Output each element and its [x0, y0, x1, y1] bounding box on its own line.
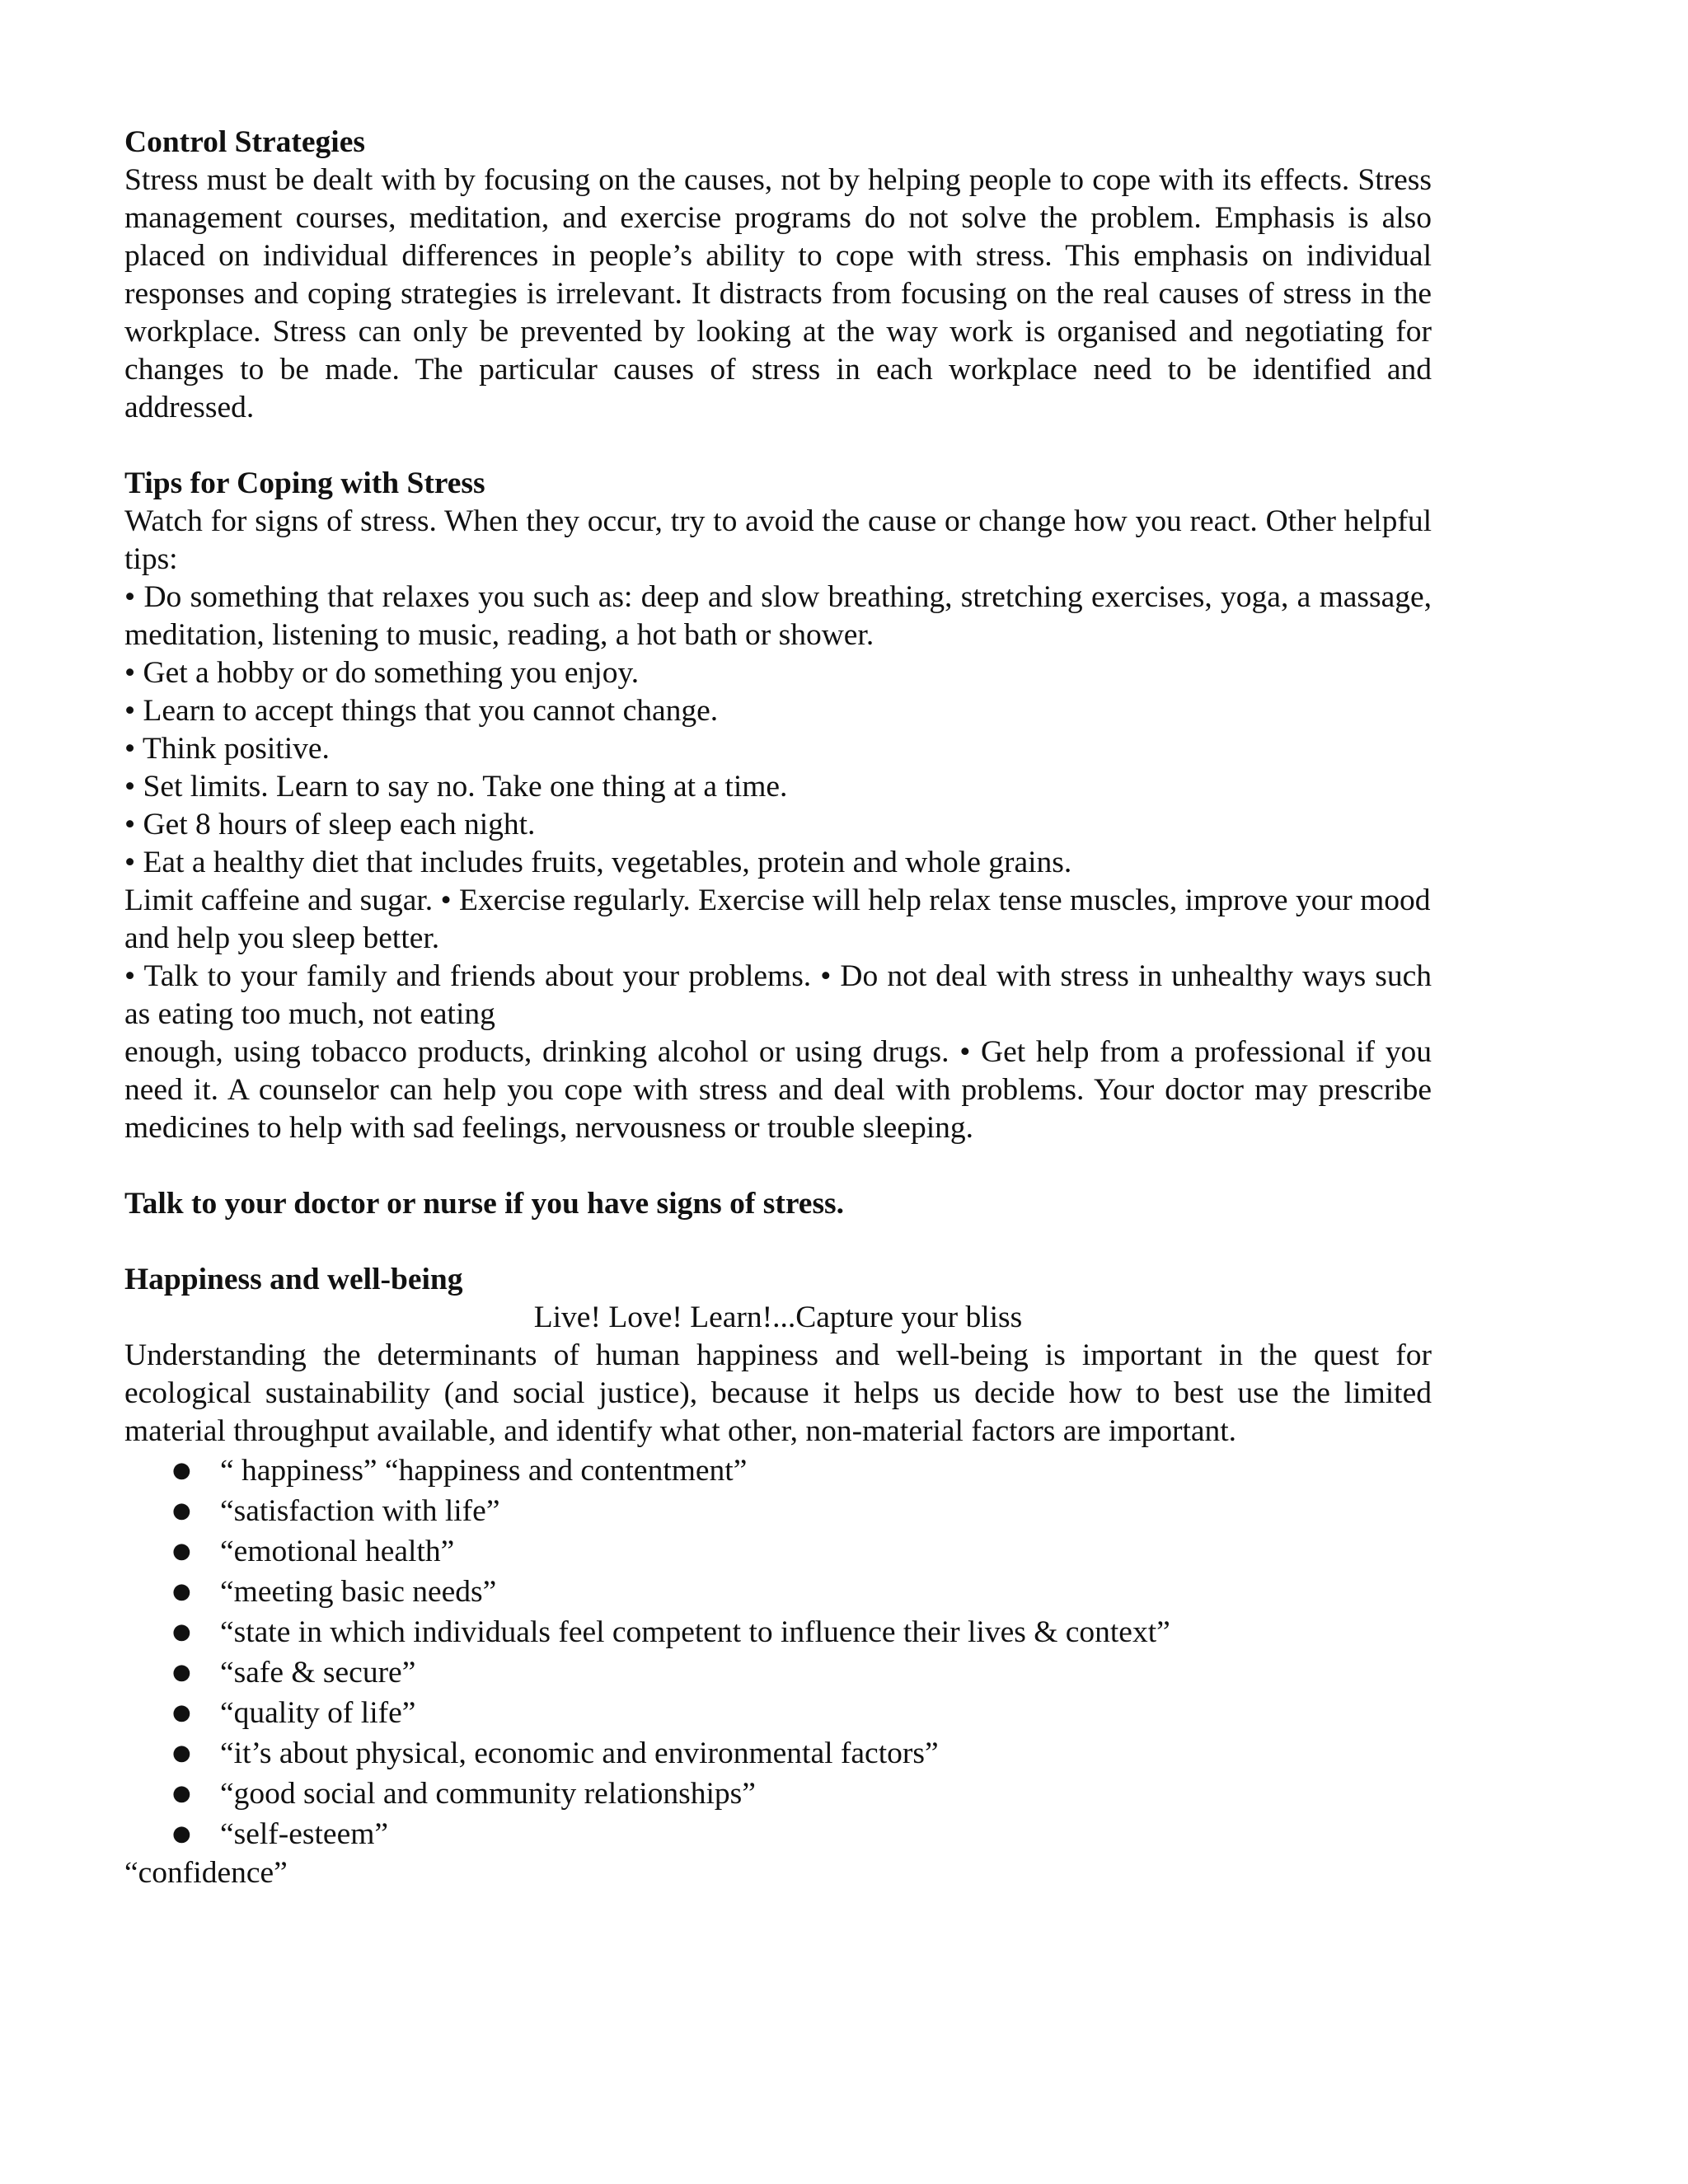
- tips-line: • Do something that relaxes you such as: deep and slow breathing, stretching exercises, yoga, a massage, meditation, listening to music, reading, a hot bath or shower.: [124, 580, 1432, 652]
- control-strategies-heading: Control Strategies: [124, 125, 365, 159]
- bullet-icon: ●: [172, 1498, 191, 1523]
- list-item: [124, 1774, 1432, 1814]
- bullet-icon: ●: [172, 1539, 191, 1563]
- list-item: [124, 1693, 1432, 1733]
- list-item-text: “good social and community relationships”: [220, 1777, 756, 1811]
- happiness-bullet-list: [124, 1451, 1432, 1854]
- list-item: [124, 1491, 1432, 1531]
- spacer: [124, 1147, 1432, 1185]
- list-item-text: “ happiness” “happiness and contentment”: [220, 1454, 748, 1488]
- document-page: [124, 124, 1432, 1892]
- happiness-heading: Happiness and well-being: [124, 1263, 463, 1296]
- list-item: [124, 1814, 1432, 1854]
- tips-line: • Talk to your family and friends about your problems. • Do not deal with stress in unhealthy ways such as eating too much, not eating: [124, 959, 1432, 1031]
- bullet-icon: ●: [172, 1458, 191, 1483]
- tips-heading: Tips for Coping with Stress: [124, 466, 485, 500]
- list-item-text: “it’s about physical, economic and environmental factors”: [220, 1736, 939, 1770]
- bullet-icon: ●: [172, 1579, 191, 1604]
- list-item-text: “emotional health”: [220, 1535, 455, 1568]
- list-item-text: “safe & secure”: [220, 1656, 416, 1690]
- tips-line: Limit caffeine and sugar. • Exercise regularly. Exercise will help relax tense muscles, improve your mood: [124, 883, 1431, 917]
- list-item: [124, 1652, 1432, 1693]
- tips-line: • Think positive.: [124, 732, 330, 766]
- tips-line: enough, using tobacco products, drinking alcohol or using drugs. • Get help from a professional if you need it. A counselor can help you cope with stress and deal with problems. Your doctor may prescribe medicines to help with sad feelings, nervousness or trouble sleeping.: [124, 1035, 1432, 1145]
- tips-line: • Eat a healthy diet that includes fruits, vegetables, protein and whole grains.: [124, 846, 1072, 879]
- tips-line: • Set limits. Learn to say no. Take one thing at a time.: [124, 770, 788, 804]
- bullet-icon: ●: [172, 1619, 191, 1644]
- list-item-text: “state in which individuals feel competent to influence their lives & context”: [220, 1615, 1170, 1649]
- bullet-icon: ●: [172, 1660, 191, 1685]
- list-item-text: “self-esteem”: [220, 1817, 389, 1851]
- spacer: [124, 1223, 1432, 1261]
- list-item: [124, 1451, 1432, 1491]
- bullet-icon: ●: [172, 1700, 191, 1725]
- bullet-icon: ●: [172, 1741, 191, 1765]
- doctor-note: Talk to your doctor or nurse if you have signs of stress.: [124, 1187, 845, 1221]
- happiness-paragraph: Understanding the determinants of human happiness and well-being is important in the quest for ecological sustainability (and social justice), because it helps us decide how to best use the limited material throughput available, and identify what other, non-material factors are important.: [124, 1338, 1432, 1448]
- control-strategies-paragraph: Stress must be dealt with by focusing on the causes, not by helping people to cope with its effects. Stress management courses, meditation, and exercise programs do not solve the problem. Emphasis is also placed on individual differences in people’s ability to cope with stress. This emphasis on individual responses and coping strategies is irrelevant. It distracts from focusing on the real causes of stress in the workplace. Stress can only be prevented by looking at the way work is organised and negotiating for changes to be made. The particular causes of stress in each workplace need to be identified and addressed.: [124, 163, 1432, 424]
- happiness-tagline: Live! Love! Learn!...Capture your bliss: [533, 1301, 1023, 1334]
- trailing-line: “confidence”: [124, 1856, 288, 1890]
- list-item-text: “quality of life”: [220, 1696, 416, 1730]
- list-item: [124, 1612, 1432, 1652]
- tips-line: • Get 8 hours of sleep each night.: [124, 808, 536, 841]
- tips-line: and help you sleep better.: [124, 921, 440, 955]
- bullet-icon: ●: [172, 1821, 191, 1846]
- tips-line: • Get a hobby or do something you enjoy.: [124, 656, 640, 690]
- list-item-text: “satisfaction with life”: [220, 1494, 500, 1528]
- tips-line: • Learn to accept things that you cannot change.: [124, 694, 719, 728]
- tips-intro: Watch for signs of stress. When they occur, try to avoid the cause or change how you react. Other helpful tips:: [124, 504, 1432, 576]
- list-item: [124, 1531, 1432, 1572]
- spacer: [124, 427, 1432, 465]
- list-item: [124, 1572, 1432, 1612]
- list-item-text: “meeting basic needs”: [220, 1575, 497, 1609]
- bullet-icon: ●: [172, 1781, 191, 1806]
- list-item: [124, 1733, 1432, 1774]
